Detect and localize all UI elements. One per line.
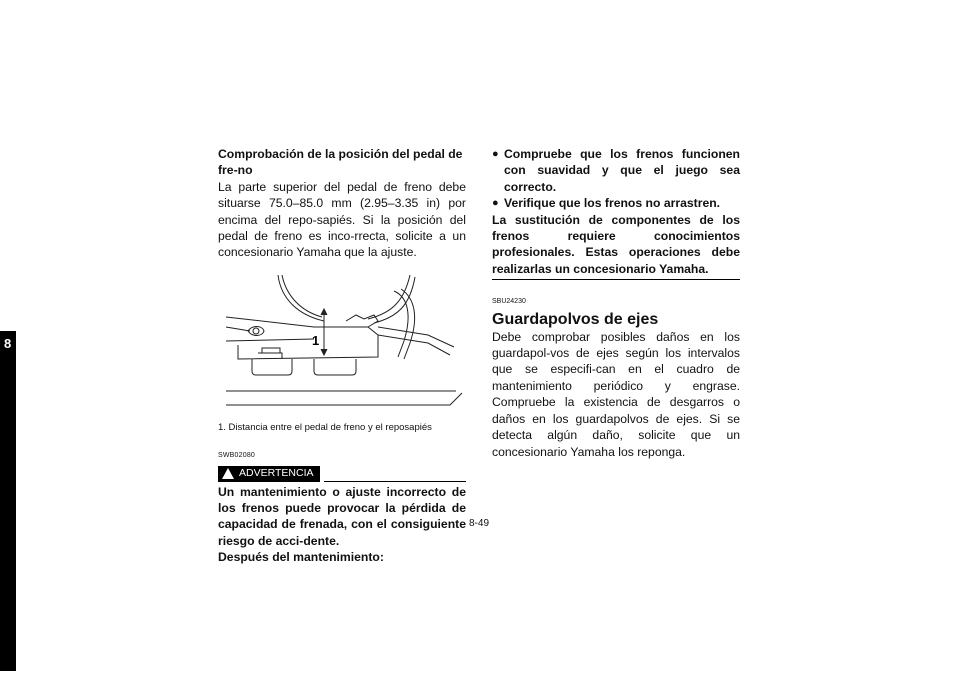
figure-caption: 1. Distancia entre el pedal de freno y el reposapiés [218, 421, 432, 433]
brake-pedal-illustration [218, 275, 466, 417]
warning-header [218, 466, 466, 482]
bullet-item [492, 146, 740, 195]
section-code: SBU24230 [492, 298, 526, 306]
brake-pedal-drawing [218, 275, 466, 417]
axle-boots-paragraph: Debe comprobar posibles daños en los guardapol-vos de ejes según los intervalos que se especifi-can en el cuadro de mantenimiento periódico y engrase. Compruebe la existencia de desgarros o daños en los guardapolvos de ejes. Si se detecta algún daño, solicite que un concesionario Yamaha los reponga. [492, 329, 740, 459]
section-title-axle-boots: Guardapolvos de ejes [492, 310, 659, 328]
warning-code: SWB02080 [218, 452, 256, 460]
bullet-text: Compruebe que los frenos funcionen con suavidad y que el juego sea correcto. [504, 147, 740, 194]
after-maintenance-heading: Después del mantenimiento: [218, 550, 384, 565]
brake-pedal-paragraph: La parte superior del pedal de freno debe situarse 75.0–85.0 mm (2.95–3.35 in) por encima del repo-sapiés. Si la posición del pedal de freno es inco-rrecta, solicite a un concesionario Yamaha que la ajuste. [218, 179, 466, 260]
figure-label-1: 1 [312, 332, 320, 348]
bullet-text: Verifique que los frenos no arrastren. [504, 196, 721, 211]
professional-notice: La sustitución de componentes de los frenos requiere conocimientos profesionales. Estas operaciones debe realizarlas un concesionario Yamaha. [492, 212, 740, 276]
left-column [218, 146, 466, 566]
warning-label: ADVERTENCIA [239, 467, 314, 480]
bullet-item [492, 195, 740, 211]
warning-badge [218, 466, 320, 482]
bullet-icon: ● [492, 148, 499, 160]
warning-rule [324, 481, 467, 482]
chapter-tab [0, 331, 16, 671]
warning-triangle-icon [222, 468, 234, 479]
section-heading-brake-pedal: Comprobación de la posición del pedal de fre-no [218, 147, 463, 178]
notice-rule [492, 279, 740, 280]
chapter-number: 8 [4, 336, 12, 351]
right-column [492, 146, 740, 460]
page-number: 8-49 [469, 518, 490, 529]
warning-text: Un mantenimiento o ajuste incorrecto de los frenos puede provocar la pérdida de capacidad de frenada, con el consiguiente riesgo de acci-dente. [218, 484, 466, 548]
bullet-icon: ● [492, 197, 499, 210]
